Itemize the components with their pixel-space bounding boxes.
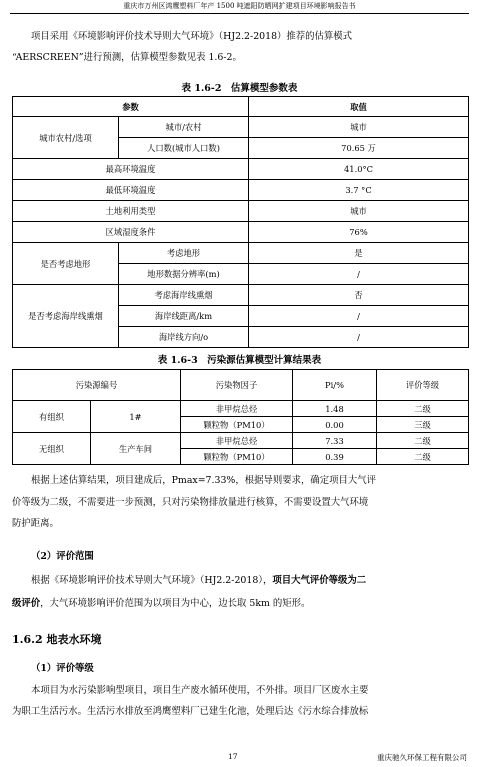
row-label: 人口数(城市人口数) bbox=[119, 138, 249, 159]
header-source: 污染源编号 bbox=[13, 370, 181, 401]
factor-cell: 颗粒物（PM10） bbox=[181, 449, 293, 465]
grade-cell: 二级 bbox=[377, 449, 469, 465]
grade-cell: 三级 bbox=[377, 417, 469, 433]
table-row bbox=[13, 285, 469, 306]
grade-line-1: 本项目为水污染影响型项目，项目生产废水循环使用，不外排。项目厂区废水主要 bbox=[31, 685, 369, 696]
source-id: 生产车间 bbox=[91, 433, 181, 465]
source-type: 无组织 bbox=[13, 433, 91, 465]
scope-paragraph-cont bbox=[12, 593, 468, 614]
result-paragraph bbox=[12, 470, 468, 491]
intro-line-1: 项目采用《环境影响评价技术导则大气环境》（HJ2.2-2018）推荐的估算模式 bbox=[31, 31, 353, 42]
table-row bbox=[13, 159, 469, 180]
page-header: 重庆市万州区鸿鹰塑料厂年产 1500 吨遮阳防晒网扩建项目环境影响报告书 bbox=[10, 1, 469, 14]
grade-paragraph-cont bbox=[12, 701, 468, 722]
factor-cell: 非甲烷总烃 bbox=[181, 433, 293, 449]
header-pi: Pi/% bbox=[293, 370, 377, 401]
row-label: 考虑地形 bbox=[119, 243, 249, 264]
scope-line-1b: 项目大气评价等级为二 bbox=[272, 575, 367, 586]
table-header-row bbox=[13, 97, 469, 117]
row-value: 城市 bbox=[249, 117, 469, 138]
scope-line-2a: 级评价 bbox=[12, 598, 41, 609]
header-value: 取值 bbox=[249, 97, 469, 117]
table-row bbox=[13, 222, 469, 243]
header-grade: 评价等级 bbox=[377, 370, 469, 401]
scope-line-2b: ，大气环境影响评价范围为以项目为中心，边长取 5km 的矩形。 bbox=[40, 598, 311, 609]
row-label: 城市/农村 bbox=[119, 117, 249, 138]
row-value: 3.7 °C bbox=[249, 180, 469, 201]
company-name: 重庆驰久环保工程有限公司 bbox=[377, 753, 467, 762]
pi-cell: 0.00 bbox=[293, 417, 377, 433]
intro-paragraph bbox=[12, 26, 468, 47]
table-row bbox=[13, 243, 469, 264]
row-value: / bbox=[249, 264, 469, 285]
row-label: 海岸线方向/o bbox=[119, 327, 249, 348]
result-paragraph-cont bbox=[12, 492, 468, 534]
result-line-2: 价等级为二级，不需要进一步预测，只对污染物排放量进行核算，不需要设置大气环境 bbox=[12, 497, 369, 508]
row-label: 最低环境温度 bbox=[13, 180, 249, 201]
pi-cell: 7.33 bbox=[293, 433, 377, 449]
intro-line-2: “AERSCREEN”进行预测，估算模型参数见表 1.6-2。 bbox=[12, 52, 242, 63]
grade-cell: 二级 bbox=[377, 401, 469, 417]
scope-heading: （2）评价范围 bbox=[31, 551, 94, 562]
table1-caption: 表 1.6-2 估算模型参数表 bbox=[181, 83, 298, 94]
grade-heading: （1）评价等级 bbox=[31, 663, 94, 674]
group-terrain: 是否考虑地形 bbox=[13, 243, 119, 285]
group-coast: 是否考虑海岸线熏烟 bbox=[13, 285, 119, 348]
scope-paragraph bbox=[12, 570, 468, 591]
table-row bbox=[13, 433, 469, 449]
group-urban: 城市农村/选项 bbox=[13, 117, 119, 159]
row-value: 76% bbox=[249, 222, 469, 243]
row-label: 地形数据分辨率(m) bbox=[119, 264, 249, 285]
factor-cell: 颗粒物（PM10） bbox=[181, 417, 293, 433]
table-row bbox=[13, 401, 469, 417]
header-param: 参数 bbox=[13, 97, 249, 117]
row-value: 是 bbox=[249, 243, 469, 264]
header-factor: 污染物因子 bbox=[181, 370, 293, 401]
scope-line-1a: 根据《环境影响评价技术导则大气环境》（HJ2.2-2018）， bbox=[31, 575, 273, 586]
pi-cell: 1.48 bbox=[293, 401, 377, 417]
results-table bbox=[12, 369, 469, 465]
grade-cell: 二级 bbox=[377, 433, 469, 449]
intro-paragraph-cont bbox=[12, 47, 468, 68]
section-title: 1.6.2 地表水环境 bbox=[12, 633, 102, 646]
table-row bbox=[13, 201, 469, 222]
result-line-3: 防护距离。 bbox=[12, 518, 59, 529]
result-line-1: 根据上述估算结果，项目建成后，Pmax=7.33%，根据导则要求，确定项目大气评 bbox=[31, 475, 376, 486]
source-id: 1# bbox=[91, 401, 181, 433]
grade-line-2: 为职工生活污水。生活污水排放至鸿鹰塑料厂已建生化池，处理后达《污水综合排放标 bbox=[12, 706, 369, 717]
pi-cell: 0.39 bbox=[293, 449, 377, 465]
grade-paragraph bbox=[12, 680, 468, 701]
row-value: 70.65 万 bbox=[249, 138, 469, 159]
table-header-row bbox=[13, 370, 469, 401]
source-type: 有组织 bbox=[13, 401, 91, 433]
row-value: / bbox=[249, 306, 469, 327]
model-params-table bbox=[12, 96, 469, 348]
table-row bbox=[13, 180, 469, 201]
row-value: 否 bbox=[249, 285, 469, 306]
row-value: 41.0°C bbox=[249, 159, 469, 180]
row-value: / bbox=[249, 327, 469, 348]
row-label: 考虑海岸线熏烟 bbox=[119, 285, 249, 306]
row-label: 土地利用类型 bbox=[13, 201, 249, 222]
table-row bbox=[13, 117, 469, 138]
factor-cell: 非甲烷总烃 bbox=[181, 401, 293, 417]
table2-caption: 表 1.6-3 污染源估算模型计算结果表 bbox=[157, 355, 322, 366]
row-value: 城市 bbox=[249, 201, 469, 222]
row-label: 区域湿度条件 bbox=[13, 222, 249, 243]
row-label: 最高环境温度 bbox=[13, 159, 249, 180]
row-label: 海岸线距离/km bbox=[119, 306, 249, 327]
page-number: 17 bbox=[228, 752, 238, 761]
